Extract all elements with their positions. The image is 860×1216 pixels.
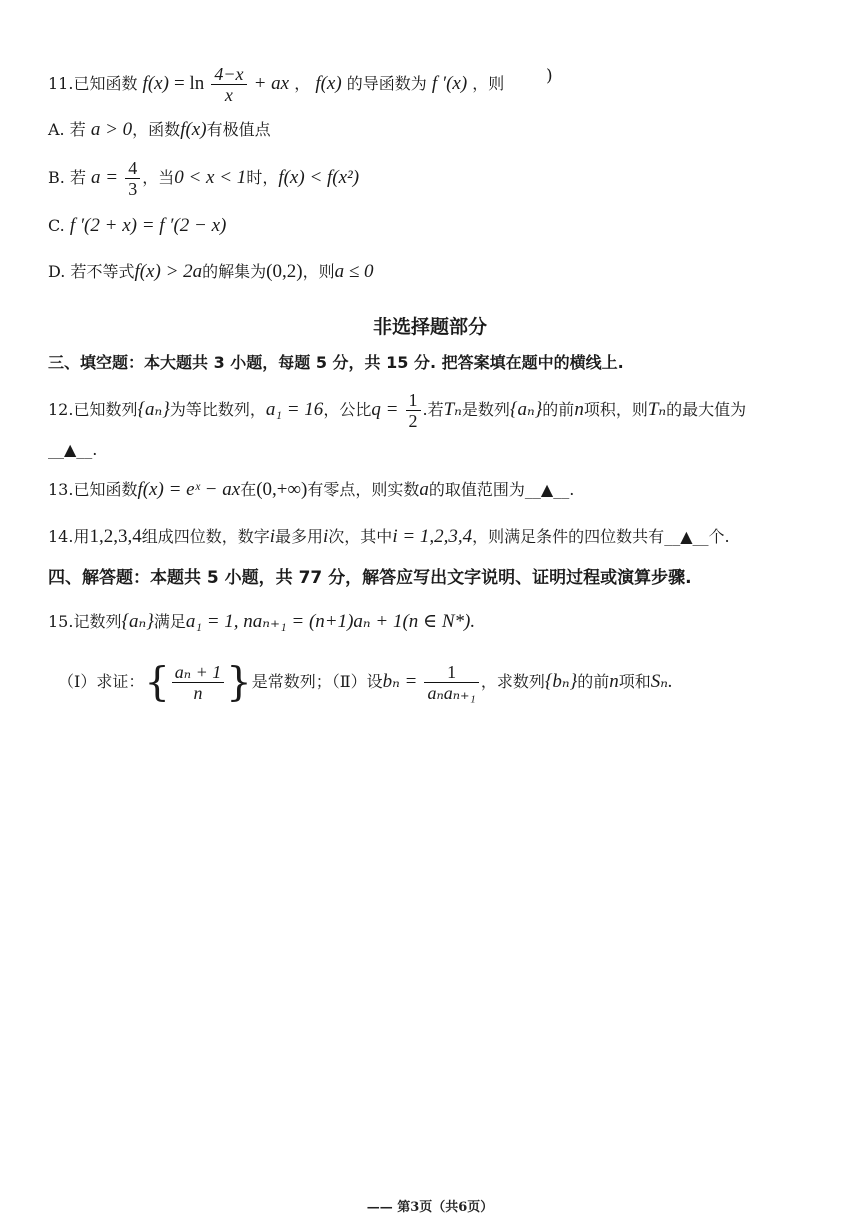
question-15 [48, 612, 475, 631]
option-b-fraction [125, 158, 140, 199]
q15-part2-tail3: 项和 [618, 672, 651, 691]
q15-seqb: {bₙ} [544, 671, 578, 692]
q11-plus-ax: + ax [253, 73, 290, 94]
q14-text3: 最多用 [275, 527, 324, 546]
q15-fraction [172, 662, 224, 703]
q12-tn2: Tₙ [647, 399, 667, 420]
q11-fx2: f(x) [315, 73, 342, 94]
part3-heading: 三、填空题：本大题共 3 小题，每题 5 分，共 15 分. 把答案填在题中的横线上. [48, 353, 624, 372]
q12-a1: a₁ = 16 [265, 399, 324, 420]
q12-seq: {aₙ} [137, 399, 170, 420]
question-13 [48, 480, 574, 499]
q15-bn-den: aₙaₙ₊₁ [427, 683, 476, 703]
question-11 [48, 64, 504, 105]
option-c-expr: f ′(2 + x) = f ′(2 − x) [69, 215, 227, 236]
option-d-res: a ≤ 0 [334, 261, 374, 282]
option-a-mid: ，函数 [132, 120, 181, 139]
q13-t1: 在 [240, 480, 257, 499]
q14-answer-blank[interactable]: __▲__个. [664, 527, 730, 546]
option-a-label: A. [48, 120, 65, 139]
q12-t6: 项积，则 [583, 400, 648, 419]
q15-lead: 15.记数列 [48, 612, 122, 631]
q13-interval: (0,+∞) [256, 479, 308, 500]
q12-den: 2 [408, 411, 418, 431]
option-b-pre: 若 [69, 168, 86, 187]
q11-mid: ， [294, 74, 311, 93]
q15-part1-label: （Ⅰ）求证： [58, 672, 145, 691]
left-brace: { [144, 659, 170, 706]
q11-option-b [48, 158, 359, 199]
q15-bn-num: 1 [424, 662, 478, 683]
q12-t1: 为等比数列， [169, 400, 266, 419]
q11-tail: ，则 [472, 74, 505, 93]
q15-part2-tail2: 的前 [577, 672, 610, 691]
q15-n: n [609, 671, 619, 692]
q15-bn-fraction [424, 662, 478, 703]
q15-t1: 满足 [153, 612, 186, 631]
q14-text2: 组成四位数，数字 [141, 527, 270, 546]
q14-text4: 次，其中 [328, 527, 393, 546]
page-footer: —— 第3页（共6页） [366, 1200, 494, 1215]
option-a-fx: f(x) [180, 119, 207, 140]
option-a-tail: 有极值点 [206, 120, 271, 139]
q14-cond: i = 1,2,3,4 [392, 526, 473, 547]
q13-a: a [419, 479, 429, 500]
q15-part2-tail: ，求数列 [480, 672, 545, 691]
option-b-a: a = [91, 167, 119, 188]
question-14 [48, 527, 730, 546]
option-d-set: (0,2) [266, 261, 303, 282]
right-brace: } [226, 659, 252, 706]
section-title: 非选择题部分 [372, 316, 487, 338]
q15-parts [58, 659, 673, 706]
q12-num: 1 [406, 390, 421, 411]
q12-lead: 12.已知数列 [48, 400, 138, 419]
option-b-mid: ，当 [142, 168, 175, 187]
q12-seq2: {aₙ} [509, 399, 543, 420]
q15-seq: {aₙ} [121, 611, 154, 632]
q12-t5: 的前 [542, 400, 575, 419]
q12-tn: Tₙ [443, 399, 462, 420]
q15-cond: a₁ = 1, naₙ₊₁ = (n+1)aₙ + 1(n ∈ N*). [185, 611, 476, 632]
q11-fx: f(x) [142, 73, 169, 94]
q15-sn: Sₙ. [650, 671, 673, 692]
q13-expr: f(x) = eˣ − ax [137, 479, 241, 500]
option-b-label: B. [48, 168, 65, 187]
q14-text5: ，则满足条件的四位数共有 [472, 527, 665, 546]
q13-t3: 的取值范围为 [428, 480, 525, 499]
question-12 [48, 390, 746, 431]
q12-t4: 是数列 [461, 400, 510, 419]
q12-t2: ，公比 [323, 400, 372, 419]
q13-t2: 有零点，则实数 [307, 480, 420, 499]
q15-bn: bₙ = [382, 671, 418, 692]
q14-i: i [269, 526, 275, 547]
q12-t7: 的最大值为 [666, 400, 747, 419]
q15-frac-num: aₙ + 1 [172, 662, 224, 683]
q12-q: q = [371, 399, 399, 420]
q11-fpx: f ′(x) [431, 73, 468, 94]
q14-i2: i [323, 526, 329, 547]
option-d-then: ，则 [302, 262, 335, 281]
option-c-label: C. [48, 216, 65, 235]
option-b-ineq: f(x) < f(x²) [278, 167, 360, 188]
option-d-ineq: f(x) > 2a [134, 261, 203, 282]
option-b-den: 3 [128, 179, 138, 199]
q11-answer-paren: ) [546, 66, 553, 86]
q11-fraction [211, 64, 246, 105]
q11-option-d [48, 262, 374, 281]
q12-answer-blank[interactable]: __▲__. [48, 440, 98, 459]
q12-fraction [406, 390, 421, 431]
part4-heading: 四、解答题：本题共 5 小题，共 77 分，解答应写出文字说明、证明过程或演算步骤. [48, 568, 692, 588]
q12-t3: .若 [422, 400, 444, 419]
option-b-cond: 0 < x < 1 [174, 167, 247, 188]
option-b-num: 4 [125, 158, 140, 179]
option-d-pre: 若不等式 [70, 262, 135, 281]
q11-derivative-text: 的导函数为 [346, 74, 427, 93]
q15-frac-den: n [193, 683, 203, 703]
q11-option-a [48, 120, 271, 139]
q14-digits: 1,2,3,4 [89, 526, 142, 547]
option-d-mid: 的解集为 [202, 262, 267, 281]
q11-frac-den: x [224, 85, 233, 105]
q11-lead: 11.已知函数 [48, 74, 138, 93]
q15-part1-tail: 是常数列；（Ⅱ）设 [251, 672, 383, 691]
option-a-cond: a > 0 [90, 119, 133, 140]
option-b-when: 时， [246, 168, 279, 187]
q11-option-c [48, 216, 226, 235]
q13-lead: 13.已知函数 [48, 480, 138, 499]
q12-n: n [574, 399, 584, 420]
q14-text1: 14.用 [48, 527, 90, 546]
option-d-label: D. [48, 262, 66, 281]
q11-frac-num: 4−x [211, 64, 246, 85]
q11-eq-ln: = ln [174, 73, 205, 94]
option-a-pre: 若 [69, 120, 86, 139]
q13-answer-blank[interactable]: __▲__. [524, 480, 575, 499]
